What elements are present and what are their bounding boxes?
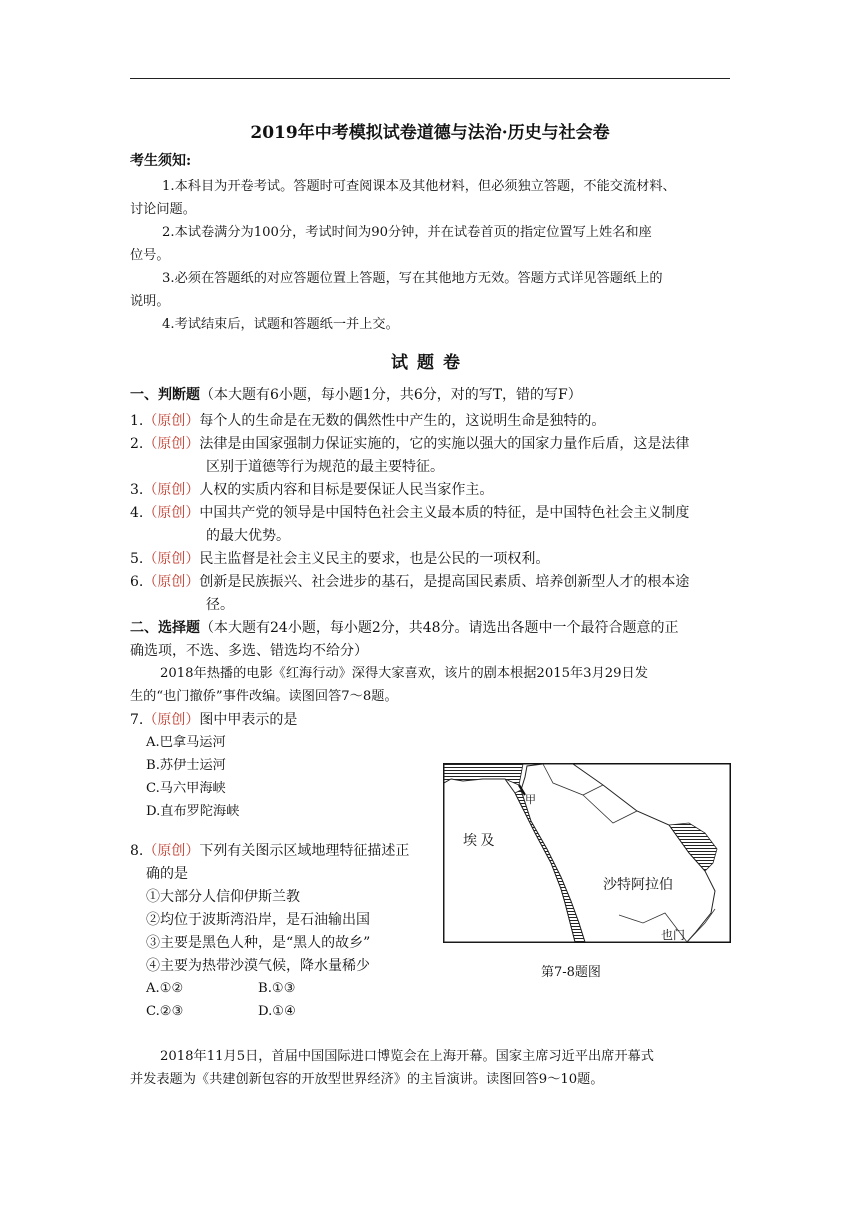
q8-option-d: D.①④ <box>258 1004 296 1019</box>
section-title: 试题卷 <box>391 353 469 373</box>
q8-statement-3: ③主要是黑色人种，是“黑人的故乡” <box>146 935 371 951</box>
intro-9-10-cont: 并发表题为《共建创新包容的开放型世界经济》的主旨演讲。读图回答9～10题。 <box>130 1072 604 1087</box>
middle-east-map <box>443 763 731 943</box>
q8-statement-1: ①大部分人信仰伊斯兰教 <box>146 889 300 905</box>
intro-7-8: 2018年热播的电影《红海行动》深得大家喜欢，该片的剧本根据2015年3月29日发 <box>160 666 648 681</box>
map-label-egypt: 埃 及 <box>463 834 495 849</box>
question-text: 创新是民族振兴、社会进步的基石，是提高国民素质、培养创新型人才的根本途 <box>199 574 690 590</box>
question-5 <box>130 548 549 570</box>
original-tag: （原创） <box>143 505 200 521</box>
question-number: 3. <box>130 482 144 498</box>
question-7 <box>130 709 297 731</box>
notice-item-3: 3.必须在答题纸的对应答题位置上答题，写在其他地方无效。答题方式详见答题纸上的 <box>162 271 663 286</box>
q7-option-b: B.苏伊士运河 <box>146 758 226 773</box>
question-text: 图中甲表示的是 <box>199 712 298 728</box>
question-number: 2. <box>130 436 144 452</box>
part1-header <box>130 384 582 406</box>
question-number: 5. <box>130 551 144 567</box>
intro-7-8-cont: 生的“也门撤侨”事件改编。读图回答7～8题。 <box>130 689 398 704</box>
map-label-saudi: 沙特阿拉伯 <box>603 878 673 893</box>
map-label-jia: 甲 <box>525 794 536 806</box>
question-text: 下列有关图示区域地理特征描述正 <box>199 843 410 859</box>
question-2 <box>130 433 689 455</box>
question-2-cont: 区别于道德等行为规范的最主要特征。 <box>206 459 444 475</box>
question-4-cont: 的最大优势。 <box>206 528 290 544</box>
question-8-cont: 确的是 <box>146 866 188 882</box>
part1-desc: （本大题有6小题，每小题1分，共6分，对的写T，错的写F） <box>200 387 582 403</box>
question-number: 6. <box>130 574 144 590</box>
question-text: 中国共产党的领导是中国特色社会主义最本质的特征，是中国特色社会主义制度 <box>199 505 690 521</box>
part2-desc-cont: 确选项，不选、多选、错选均不给分） <box>130 643 368 659</box>
question-text: 法律是由国家强制力保证实施的，它的实施以强大的国家力量作后盾，这是法律 <box>199 436 690 452</box>
notice-item-2: 2.本试卷满分为100分，考试时间为90分钟，并在试卷首页的指定位置写上姓名和座 <box>162 225 652 240</box>
question-number: 8. <box>130 843 144 859</box>
question-number: 4. <box>130 505 144 521</box>
notice-item-3-cont: 说明。 <box>130 294 170 309</box>
original-tag: （原创） <box>143 843 200 859</box>
question-4 <box>130 502 689 524</box>
original-tag: （原创） <box>143 574 200 590</box>
q8-option-a: A.①② <box>146 981 184 996</box>
question-number: 7. <box>130 712 144 728</box>
part2-desc: （本大题有24小题，每小题2分，共48分。请选出各题中一个最符合题意的正 <box>200 620 679 636</box>
question-text: 人权的实质内容和目标是要保证人民当家作主。 <box>199 482 494 498</box>
map-label-yemen: 也门 <box>661 928 686 942</box>
header-rule <box>130 78 730 79</box>
question-3 <box>130 479 493 501</box>
exam-title: 2019年中考模拟试卷道德与法治·历史与社会卷 <box>250 123 610 143</box>
q8-option-b: B.①③ <box>258 981 296 996</box>
part2-heading: 二、选择题 <box>130 620 200 636</box>
q8-statement-4: ④主要为热带沙漠气候，降水量稀少 <box>146 958 370 974</box>
notice-item-1-cont: 讨论问题。 <box>130 202 196 217</box>
q7-option-a: A.巴拿马运河 <box>146 735 226 750</box>
original-tag: （原创） <box>143 551 200 567</box>
map-caption: 第7-8题图 <box>541 965 601 980</box>
question-number: 1. <box>130 413 144 429</box>
question-text: 民主监督是社会主义民主的要求，也是公民的一项权利。 <box>199 551 550 567</box>
question-text: 每个人的生命是在无数的偶然性中产生的，这说明生命是独特的。 <box>199 413 606 429</box>
q7-option-c: C.马六甲海峡 <box>146 781 226 796</box>
q8-option-c: C.②③ <box>146 1004 184 1019</box>
original-tag: （原创） <box>143 712 200 728</box>
part1-heading: 一、判断题 <box>130 387 200 403</box>
original-tag: （原创） <box>143 436 200 452</box>
question-6-cont: 径。 <box>206 597 234 613</box>
q8-statement-2: ②均位于波斯湾沿岸，是石油输出国 <box>146 912 370 928</box>
question-6 <box>130 571 689 593</box>
notice-heading: 考生须知: <box>130 153 192 169</box>
original-tag: （原创） <box>143 413 200 429</box>
notice-item-2-cont: 位号。 <box>130 248 170 263</box>
q7-option-d: D.直布罗陀海峡 <box>146 804 240 819</box>
part2-header <box>130 617 679 639</box>
original-tag: （原创） <box>143 482 200 498</box>
question-8 <box>130 840 409 862</box>
notice-item-1: 1.本科目为开卷考试。答题时可查阅课本及其他材料，但必须独立答题，不能交流材料、 <box>162 179 676 194</box>
intro-9-10: 2018年11月5日，首届中国国际进口博览会在上海开幕。国家主席习近平出席开幕式 <box>160 1049 654 1064</box>
notice-item-4: 4.考试结束后，试题和答题纸一并上交。 <box>162 317 399 332</box>
question-1 <box>130 410 605 432</box>
